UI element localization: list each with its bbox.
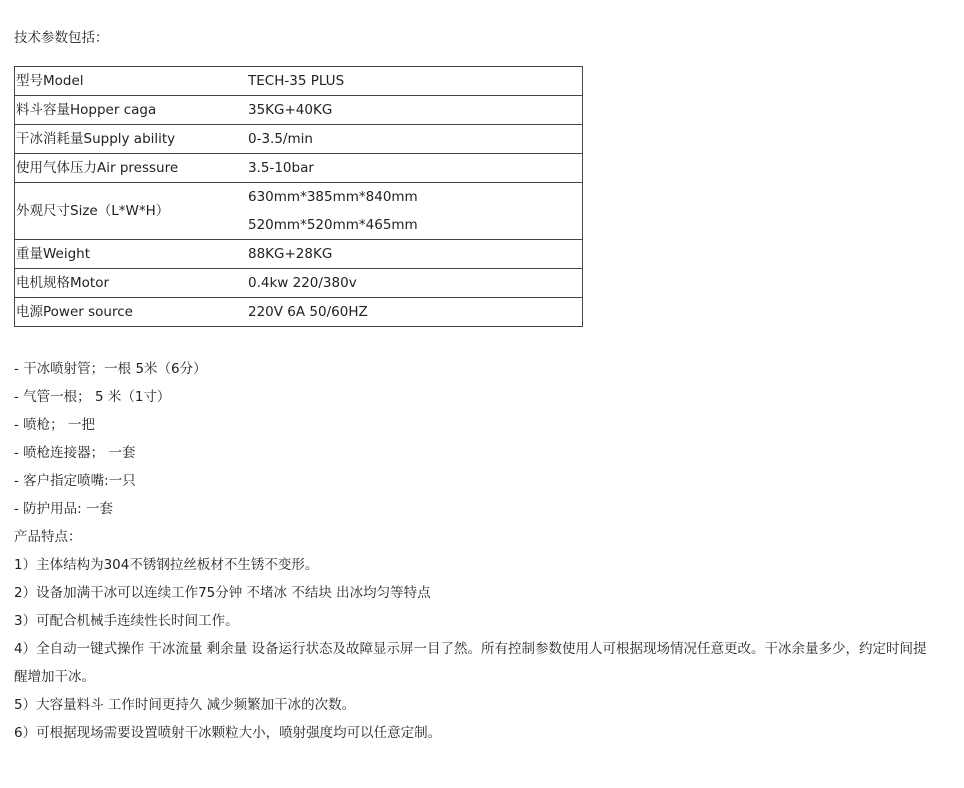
spec-value: [246, 269, 583, 298]
accessory-item: - 气管一根； 5 米（1寸）: [14, 389, 171, 405]
accessory-item: - 喷枪连接器； 一套: [14, 445, 136, 461]
table-row: [15, 269, 583, 298]
feature-item: 4）全自动一键式操作 干冰流量 剩余量 设备运行状态及故障显示屏一目了然。所有控制参数使用人可根据现场情况任意更改。干冰余量多少，约定时间提醒增加干冰。: [14, 641, 927, 685]
spec-value: [246, 67, 583, 96]
accessory-item: - 喷枪； 一把: [14, 417, 95, 433]
spec-value: [246, 183, 583, 240]
spec-label: 料斗容量Hopper caga: [15, 96, 247, 125]
spec-value: [246, 96, 583, 125]
spec-value-line: 0.4kw 220/380v: [248, 275, 357, 291]
table-row: [15, 240, 583, 269]
table-row: [15, 67, 583, 96]
spec-table: [14, 66, 583, 327]
intro-text: 技术参数包括：: [14, 30, 109, 46]
spec-label: 干冰消耗量Supply ability: [15, 125, 247, 154]
spec-value: [246, 298, 583, 327]
spec-label: 电机规格Motor: [15, 269, 247, 298]
table-row: [15, 298, 583, 327]
spec-value: [246, 125, 583, 154]
spec-value-line: 220V 6A 50/60HZ: [248, 304, 368, 320]
feature-item: 3）可配合机械手连续性长时间工作。: [14, 613, 239, 629]
spec-value: [246, 154, 583, 183]
table-row: [15, 154, 583, 183]
spec-label: 使用气体压力Air pressure: [15, 154, 247, 183]
spec-value-line: 3.5-10bar: [248, 160, 314, 176]
feature-item: 5）大容量料斗 工作时间更持久 减少频繁加干冰的次数。: [14, 697, 356, 713]
spec-label: 电源Power source: [15, 298, 247, 327]
spec-value-line: 630mm*385mm*840mm: [248, 189, 418, 205]
table-row: [15, 125, 583, 154]
feature-item: 2）设备加满干冰可以连续工作75分钟 不堵冰 不结块 出冰均匀等特点: [14, 585, 431, 601]
features-title: 产品特点：: [14, 529, 82, 545]
spec-label: 型号Model: [15, 67, 247, 96]
table-row: [15, 96, 583, 125]
spec-value-line: TECH-35 PLUS: [248, 73, 345, 89]
feature-item: 6）可根据现场需要设置喷射干冰颗粒大小，喷射强度均可以任意定制。: [14, 725, 442, 741]
accessory-item: - 防护用品: 一套: [14, 501, 114, 517]
accessory-item: - 客户指定喷嘴:一只: [14, 473, 136, 489]
spec-label: 重量Weight: [15, 240, 247, 269]
spec-value-line: 0-3.5/min: [248, 131, 313, 147]
spec-value-line: 520mm*520mm*465mm: [248, 217, 418, 233]
content-list: [14, 355, 944, 747]
table-row: [15, 183, 583, 240]
spec-value: [246, 240, 583, 269]
feature-item: 1）主体结构为304不锈钢拉丝板材不生锈不变形。: [14, 557, 319, 573]
spec-value-line: 88KG+28KG: [248, 246, 333, 262]
spec-value-line: 35KG+40KG: [248, 102, 333, 118]
accessory-item: - 干冰喷射管；一根 5米（6分）: [14, 361, 207, 377]
spec-label: 外观尺寸Size（L*W*H）: [15, 183, 247, 240]
